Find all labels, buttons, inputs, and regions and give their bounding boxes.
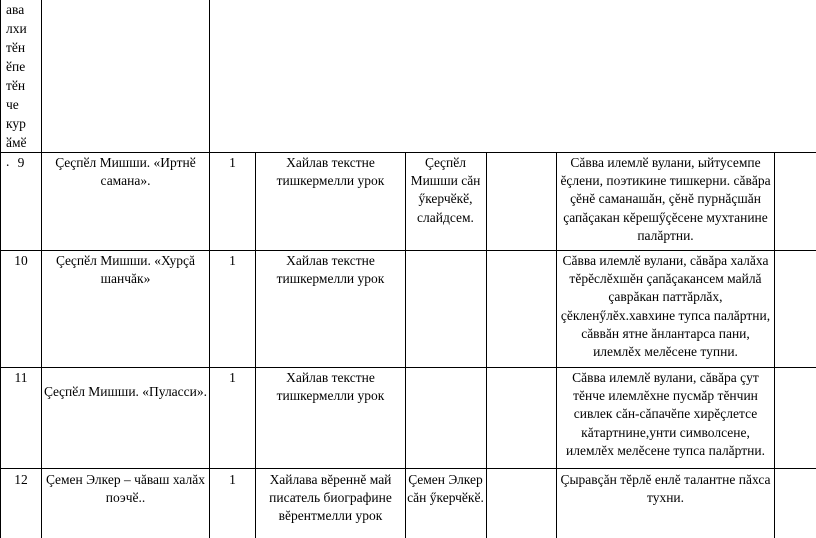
fragment-line: ӑмӗ xyxy=(6,135,27,150)
lesson-number: 11 xyxy=(14,370,28,385)
column-divider xyxy=(774,152,775,538)
row-divider xyxy=(0,468,816,469)
lesson-type: Хайлава вĕреннĕ май писатель биографине вĕрентмелли урок xyxy=(269,472,392,524)
visual-aids: Çемен Элкер сăн ӳкерчӗкӗ. xyxy=(407,472,484,506)
lesson-hours: 1 xyxy=(229,253,236,268)
lesson-topic: Çеçпӗл Мишши. «Иртнӗ самана». xyxy=(55,155,196,189)
lesson-hours: 1 xyxy=(229,370,236,385)
fragment-line: че xyxy=(6,97,19,112)
column-divider xyxy=(255,152,256,538)
lesson-hours: 1 xyxy=(229,155,236,170)
lesson-topic: Çеçпӗл Мишши. «Хурçă шанчăк» xyxy=(55,253,196,287)
student-activity: Сăвва илемлӗ вулани, ыйтусемпе ĕçлени, поэтикине тишкерни. сăвăра çĕнĕ саманашăн, çĕнĕ пурнăçшăн çапăçакан кĕрешӳçĕсене мухтанине палăртни. xyxy=(560,155,771,243)
visual-aids: Çеçпӗл Мишши сăн ӳкерчӗкӗ, слайдсем. xyxy=(410,155,481,225)
fragment-line: лхи xyxy=(6,21,27,36)
lesson-type: Хайлав текстне тишкермелли урок xyxy=(276,370,385,404)
fragment-line: тӗн xyxy=(6,40,26,55)
lesson-hours: 1 xyxy=(229,472,236,487)
lesson-topic: Çемен Элкер – чăваш халăх поэчӗ.. xyxy=(46,472,205,506)
student-activity: Сăвва илемлӗ вулани, сăвăра çут тĕнче илемлĕхне пусмăр тĕнчин сивлек сăн-сăпачĕпе хирĕçлетсе кăтартнине,унти символсене, илемлĕх мелĕсене тупса палăртни. xyxy=(566,370,765,458)
student-activity: Çыравçăн тĕрлĕ енлĕ талантне пăхса тухни. xyxy=(560,472,771,506)
fragment-line: . xyxy=(6,154,10,169)
lesson-number: 9 xyxy=(17,155,25,170)
lesson-number: 12 xyxy=(14,472,28,487)
column-divider xyxy=(405,152,406,538)
lesson-type: Хайлав текстне тишкермелли урок xyxy=(276,155,385,189)
column-divider xyxy=(556,152,557,538)
lesson-number: 10 xyxy=(14,253,28,268)
fragment-line: тӗн xyxy=(6,78,26,93)
lesson-type: Хайлав текстне тишкермелли урок xyxy=(276,253,385,287)
row-divider xyxy=(0,152,816,153)
top-cell-fragment xyxy=(6,0,36,171)
column-divider xyxy=(486,152,487,538)
lesson-topic: Çеçпӗл Мишши. «Пуласси». xyxy=(43,384,208,399)
row-divider xyxy=(0,367,816,368)
student-activity: Сăвва илемлӗ вулани, сăвăра халăха тĕрĕслĕхшĕн çапăçакансем майлă çаврăкан паттăрлăх, çĕкленӳлĕх.хавхине тупса палăртни, сăввăн ятне ăнлантарса пани, илемлĕх мелĕсене тупни. xyxy=(560,253,771,360)
fragment-line: ӗпе xyxy=(6,59,26,74)
fragment-line: ава xyxy=(6,2,25,17)
row-divider xyxy=(0,250,816,251)
fragment-line: кур xyxy=(6,116,26,131)
